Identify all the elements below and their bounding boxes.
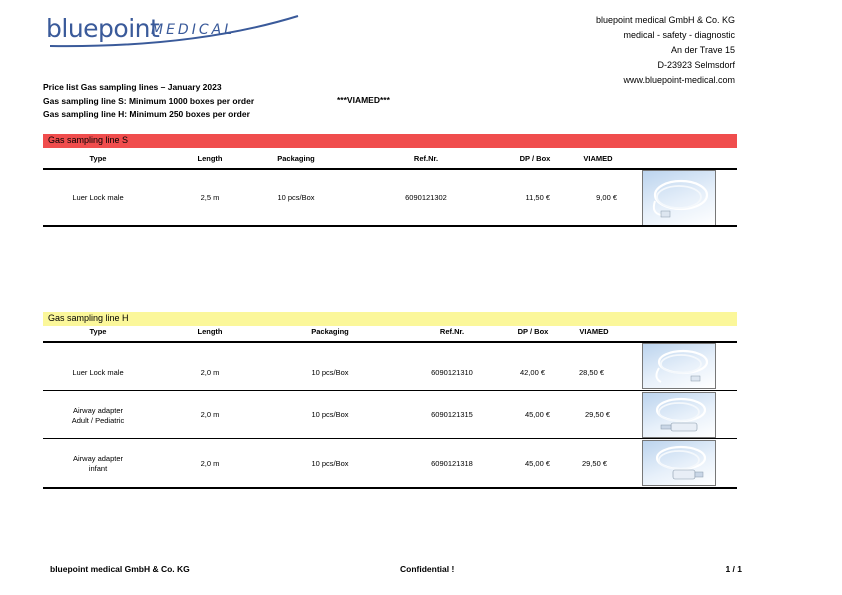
section-h-title: Gas sampling line H [48, 313, 129, 323]
viamed-tag: ***VIAMED*** [337, 95, 390, 105]
col-viamed-header: VIAMED [583, 154, 613, 163]
line-h-minimum: Gas sampling line H: Minimum 250 boxes per order [43, 109, 250, 119]
col-packaging-header: Packaging [277, 154, 315, 163]
price-list-title: Price list Gas sampling lines – January 2023 [43, 82, 222, 92]
footer-page-number: 1 / 1 [725, 564, 742, 574]
product-image [642, 392, 716, 438]
col-ref-header: Ref.Nr. [439, 327, 465, 336]
cell-packaging: 10 pcs/Box [277, 193, 315, 202]
cell-dp: 45,00 € [524, 410, 550, 419]
product-image [642, 170, 716, 227]
col-type-header: Type [89, 327, 107, 336]
cell-dp: 11,50 € [525, 193, 550, 202]
col-packaging-header: Packaging [311, 327, 349, 336]
line-s-minimum: Gas sampling line S: Minimum 1000 boxes per order [43, 96, 255, 106]
section-s-band [43, 134, 737, 148]
section-h-band [43, 312, 737, 326]
company-city: D-23923 Selmsdorf [657, 60, 735, 70]
section-s-title: Gas sampling line S [48, 135, 129, 145]
cell-type: Airway adapter [72, 454, 124, 463]
cell-type: Luer Lock male [72, 368, 124, 377]
company-name: bluepoint medical GmbH & Co. KG [595, 15, 735, 25]
cell-viamed: 29,50 € [581, 459, 607, 468]
cell-ref: 6090121315 [431, 410, 473, 419]
footer-confidential: Confidential ! [400, 564, 455, 574]
cell-ref: 6090121310 [431, 368, 473, 377]
col-dp-header: DP / Box [519, 154, 551, 163]
company-website: www.bluepoint-medical.com [623, 75, 735, 85]
cell-length: 2,0 m [200, 459, 220, 468]
row-separator [43, 390, 737, 391]
section-h-header-rule [43, 341, 737, 343]
cell-length: 2,5 m [200, 193, 220, 202]
section-s-header-rule [43, 168, 737, 170]
col-ref-header: Ref.Nr. [413, 154, 439, 163]
section-h-bottom-rule [43, 487, 737, 489]
cell-dp: 45,00 € [524, 459, 550, 468]
cell-type: Luer Lock male [72, 193, 124, 202]
col-type-header: Type [89, 154, 107, 163]
cell-viamed: 28,50 € [578, 368, 604, 377]
cell-packaging: 10 pcs/Box [311, 368, 349, 377]
section-s-bottom-rule [43, 225, 737, 227]
company-tagline: medical - safety - diagnostic [623, 30, 735, 40]
col-length-header: Length [197, 327, 223, 336]
col-dp-header: DP / Box [517, 327, 549, 336]
cell-type: Airway adapter [72, 406, 124, 415]
col-viamed-header: VIAMED [579, 327, 609, 336]
cell-dp: 42,00 € [519, 368, 545, 377]
cell-ref: 6090121318 [431, 459, 473, 468]
cell-packaging: 10 pcs/Box [311, 410, 349, 419]
footer-company: bluepoint medical GmbH & Co. KG [50, 564, 190, 574]
row-separator [43, 438, 737, 439]
product-image [642, 343, 716, 389]
cell-viamed: 9,00 € [596, 193, 617, 202]
product-image [642, 440, 716, 486]
logo-wordmark: bluepoint [46, 14, 160, 43]
col-length-header: Length [197, 154, 223, 163]
cell-ref: 6090121302 [405, 193, 447, 202]
cell-type-detail: Adult / Pediatric [71, 416, 125, 425]
cell-type-detail: infant [88, 464, 108, 473]
cell-viamed: 29,50 € [584, 410, 610, 419]
cell-packaging: 10 pcs/Box [311, 459, 349, 468]
cell-length: 2,0 m [200, 368, 220, 377]
cell-length: 2,0 m [200, 410, 220, 419]
company-street: An der Trave 15 [670, 45, 735, 55]
logo-subtitle: MEDICAL [151, 22, 235, 38]
